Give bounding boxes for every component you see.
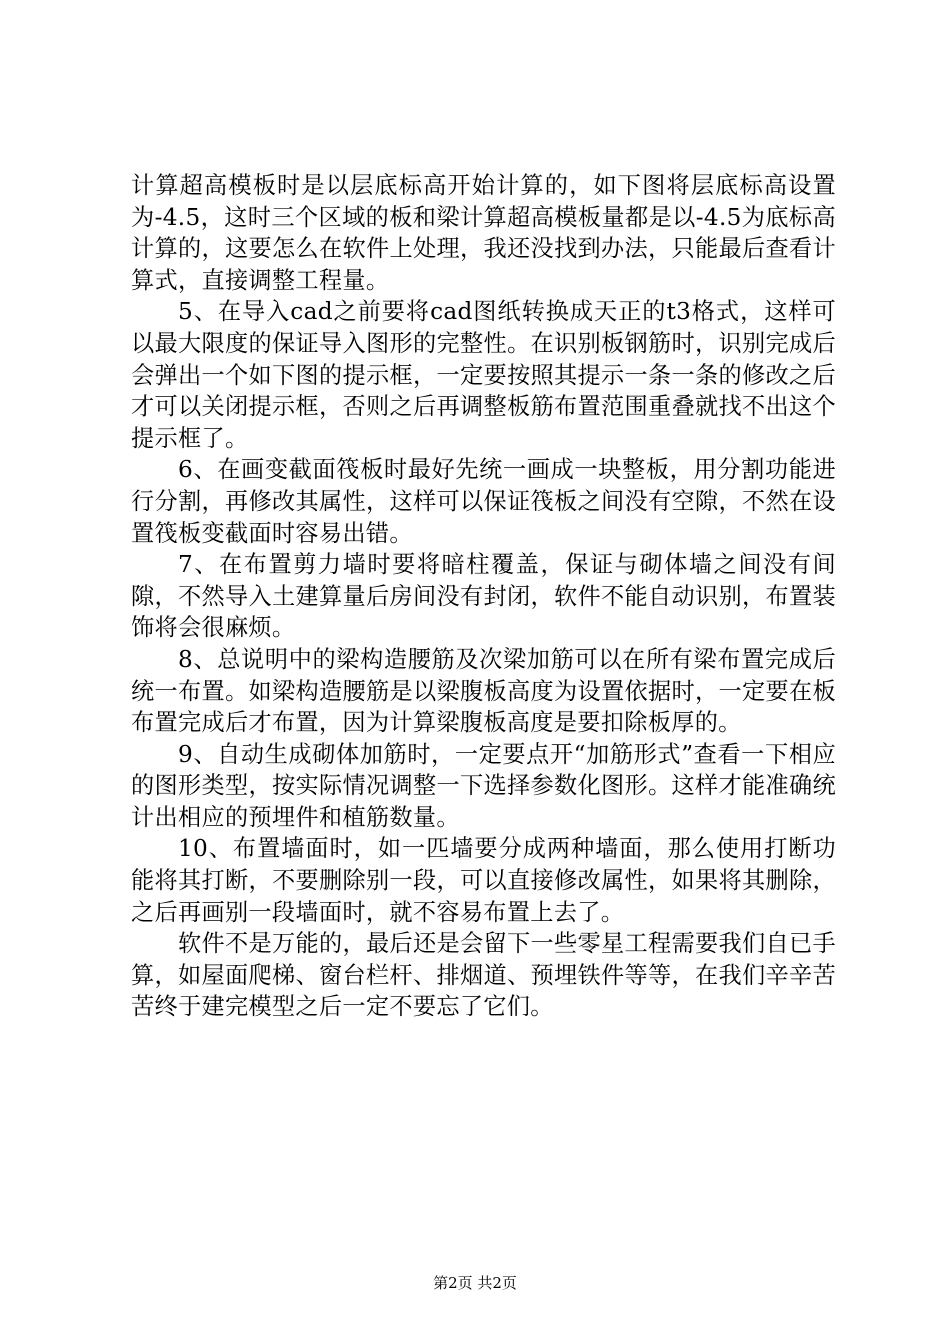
paragraph-8: 软件不是万能的，最后还是会留下一些零星工程需要我们自已手算，如屋面爬梯、窗台栏杆、排烟道、预埋铁件等等，在我们辛辛苦苦终于建完模型之后一定不要忘了它们。 bbox=[131, 930, 836, 1021]
document-body bbox=[131, 170, 836, 1023]
paragraph-7: 10、布置墙面时，如一匹墙要分成两种墙面，那么使用打断功能将其打断，不要删除别一段，可以直接修改属性，如果将其删除，之后再画别一段墙面时，就不容易布置上去了。 bbox=[131, 835, 836, 926]
page-footer: 第2页 共2页 bbox=[433, 1274, 517, 1292]
paragraph-4: 7、在布置剪力墙时要将暗柱覆盖，保证与砌体墙之间没有间隙，不然导入土建算量后房间没有封闭，软件不能自动识别，布置装饰将会很麻烦。 bbox=[131, 551, 836, 642]
paragraph-3: 6、在画变截面筏板时最好先统一画成一块整板，用分割功能进行分割，再修改其属性，这样可以保证筏板之间没有空隙，不然在设置筏板变截面时容易出错。 bbox=[131, 456, 836, 547]
paragraph-1: 计算超高模板时是以层底标高开始计算的，如下图将层底标高设置为-4.5，这时三个区域的板和梁计算超高模板量都是以-4.5为底标高计算的，这要怎么在软件上处理，我还没找到办法，只能最后查看计算式，直接调整工程量。 bbox=[131, 172, 836, 294]
paragraph-6: 9、自动生成砌体加筋时，一定要点开“加筋形式”查看一下相应的图形类型，按实际情况调整一下选择参数化图形。这样才能准确统计出相应的预埋件和植筋数量。 bbox=[131, 740, 836, 831]
paragraph-5: 8、总说明中的梁构造腰筋及次梁加筋可以在所有梁布置完成后统一布置。如梁构造腰筋是以梁腹板高度为设置依据时，一定要在板布置完成后才布置，因为计算梁腹板高度是要扣除板厚的。 bbox=[131, 645, 836, 737]
paragraph-2: 5、在导入cad之前要将cad图纸转换成天正的t3格式，这样可以最大限度的保证导入图形的完整性。在识别板钢筋时，识别完成后会弹出一个如下图的提示框，一定要按照其提示一条一条的修改之后才可以关闭提示框，否则之后再调整板筋布置范围重叠就找不出这个提示框了。 bbox=[131, 298, 836, 452]
